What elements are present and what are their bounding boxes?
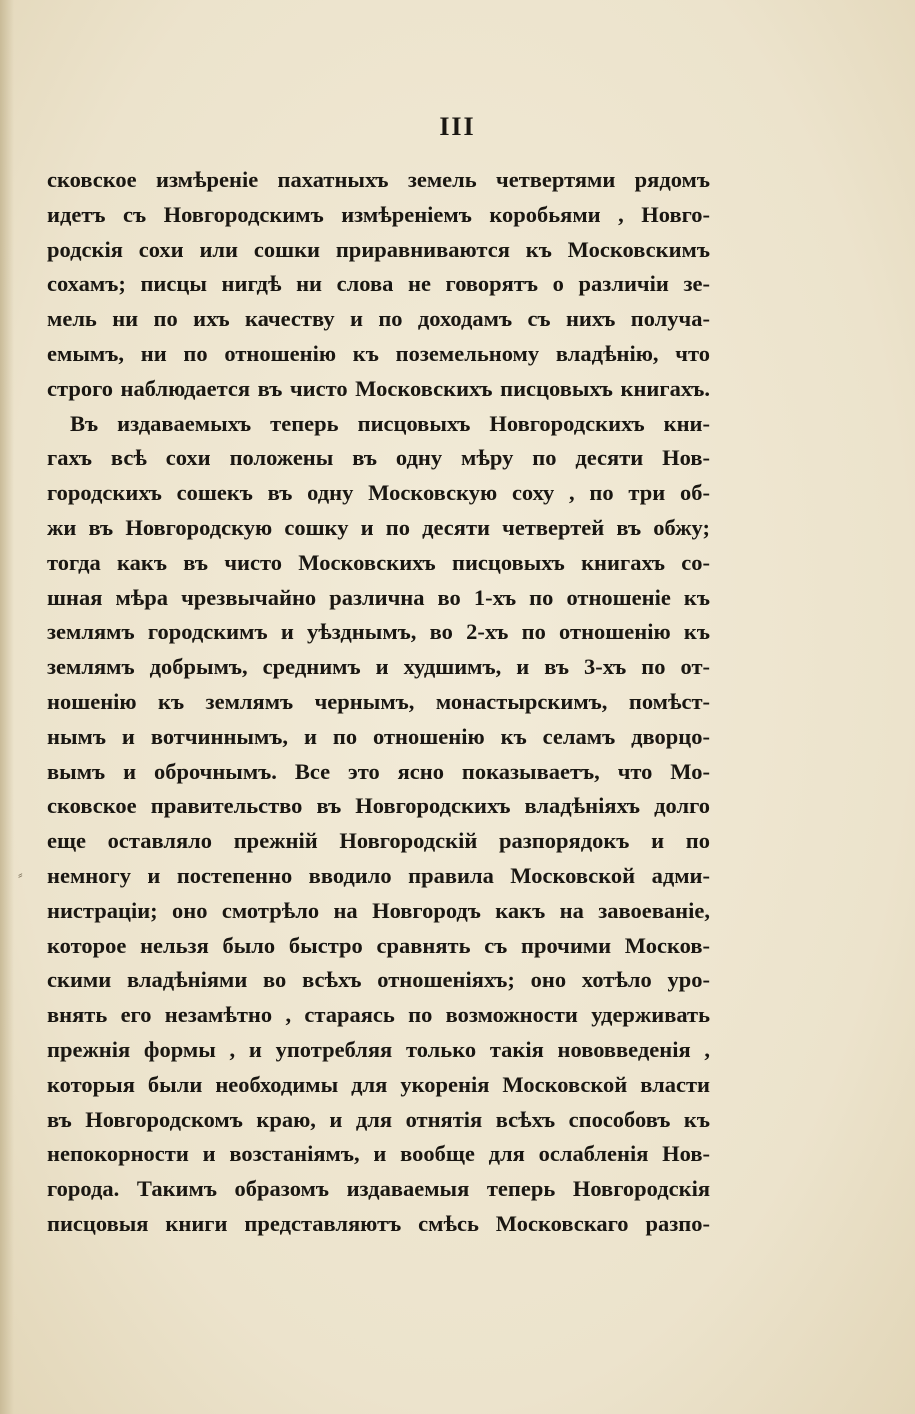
- text-line: нымъ и вотчиннымъ, и по отношенію къ селамъ дворцо-: [47, 723, 710, 749]
- text-line: гахъ всѣ сохи положены въ одну мѣру по десяти Нов-: [47, 445, 710, 471]
- text-line: родскія сохи или сошки приравниваются къ Московскимъ: [47, 236, 710, 262]
- text-line: городскихъ сошекъ въ одну Московскую соху , по три об-: [47, 480, 710, 506]
- binding-shadow: [0, 0, 14, 1414]
- text-line: емымъ, ни по отношенію къ поземельному владѣнію, что: [47, 340, 710, 366]
- text-line: скими владѣніями во всѣхъ отношеніяхъ; оно хотѣло уро-: [47, 967, 710, 993]
- text-line: города. Такимъ образомъ издаваемыя теперь Новгородскія: [47, 1176, 710, 1202]
- paragraph-1: [47, 163, 710, 407]
- text-line: землямъ городскимъ и уѣзднымъ, во 2-хъ по отношенію къ: [47, 619, 710, 645]
- text-line: строго наблюдается въ чисто Московскихъ писцовыхъ книгахъ.: [47, 375, 710, 401]
- text-line: вымъ и оброчнымъ. Все это ясно показываетъ, что Мо-: [47, 758, 710, 784]
- text-line: въ Новгородскомъ краю, и для отнятія всѣхъ способовъ къ: [47, 1106, 710, 1132]
- paragraph-2: [47, 407, 710, 1242]
- page-number: III: [439, 112, 476, 141]
- text-line: нистраціи; оно смотрѣло на Новгородъ какъ на завоеваніе,: [47, 897, 710, 923]
- text-line: шная мѣра чрезвычайно различна во 1-хъ по отношеніе къ: [47, 584, 710, 610]
- text-line: немногу и постепенно вводило правила Московской адми-: [47, 862, 710, 888]
- text-line: Въ издаваемыхъ теперь писцовыхъ Новгородскихъ кни-: [70, 410, 710, 436]
- text-line: тогда какъ въ чисто Московскихъ писцовыхъ книгахъ со-: [47, 549, 710, 575]
- text-line: мель ни по ихъ качеству и по доходамъ съ нихъ получа-: [47, 306, 710, 332]
- text-line: идетъ съ Новгородскимъ измѣреніемъ коробьями , Новго-: [47, 201, 710, 227]
- text-line: которое нельзя было быстро сравнять съ прочими Москов-: [47, 932, 710, 958]
- margin-mark: ⸗: [18, 868, 23, 883]
- text-line: прежнія формы , и употребляя только такія нововведенія ,: [47, 1036, 710, 1062]
- text-line: которыя были необходимы для укоренія Московской власти: [47, 1071, 710, 1097]
- text-line: сохамъ; писцы нигдѣ ни слова не говорятъ о различіи зе-: [47, 271, 710, 297]
- text-line: внять его незамѣтно , стараясь по возможности удерживать: [47, 1002, 710, 1028]
- text-line: еще оставляло прежній Новгородскій разпорядокъ и по: [47, 828, 710, 854]
- text-line: землямъ добрымъ, среднимъ и худшимъ, и въ 3-хъ по от-: [47, 654, 710, 680]
- text-line: писцовыя книги представляютъ смѣсь Московскаго разпо-: [47, 1210, 710, 1236]
- text-line: ношенію къ землямъ чернымъ, монастырскимъ, помѣст-: [47, 688, 710, 714]
- text-line: сковское измѣреніе пахатныхъ земель четвертями рядомъ: [47, 167, 710, 192]
- body-text: [47, 163, 710, 1242]
- text-line: непокорности и возстаніямъ, и вообще для ослабленія Нов-: [47, 1141, 710, 1167]
- text-line: сковское правительство въ Новгородскихъ владѣніяхъ долго: [47, 793, 710, 819]
- text-line: жи въ Новгородскую сошку и по десяти четвертей въ обжу;: [47, 514, 710, 540]
